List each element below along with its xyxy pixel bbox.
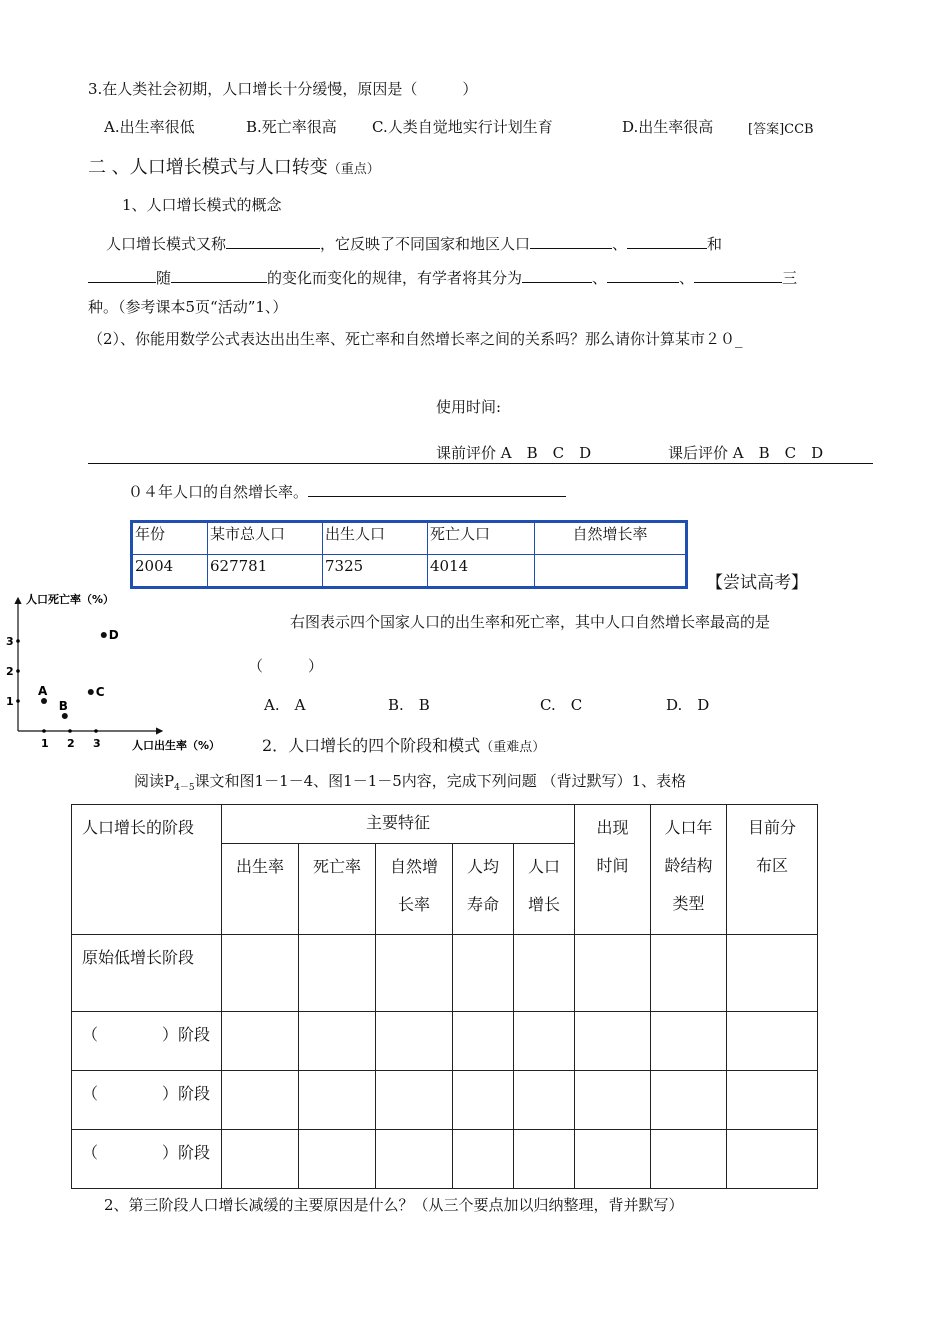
point-label-d: D <box>108 628 119 642</box>
exam-option-d: D. D <box>666 696 710 714</box>
scatter-chart <box>0 588 221 758</box>
city-table-row <box>132 555 687 588</box>
use-time: 使用时间: <box>436 398 502 416</box>
q3-option-c: C.人类自觉地实行计划生育 <box>372 118 553 136</box>
x-tick-label: 3 <box>93 737 101 750</box>
exam-label: 【尝试高考】 <box>706 573 808 593</box>
q2-formula: （2）、你能用数学公式表达出出生率、死亡率和自然增长率之间的关系吗？那么请你计算某市２０_ <box>88 330 743 348</box>
stages-row <box>72 1012 818 1071</box>
section2-sub1: 1、人口增长模式的概念 <box>122 196 282 214</box>
stage-row-label: （ ）阶段 <box>72 1130 222 1189</box>
th-total: 某市总人口 <box>208 522 323 555</box>
page-divider <box>88 463 873 464</box>
th-stage: 人口增长的阶段 <box>72 805 222 935</box>
y-tick-label: 2 <box>6 665 14 678</box>
th-deaths: 死亡人口 <box>428 522 535 555</box>
th-rate: 自然增长率 <box>535 522 687 555</box>
q3-option-d: D.出生率很高 <box>622 118 714 136</box>
y-tick-label: 1 <box>6 695 14 708</box>
td-births: 7325 <box>323 555 428 588</box>
x-tick-mark <box>42 729 46 733</box>
q3-stem: 3.在人类社会初期，人口增长十分缓慢，原因是（ ） <box>88 80 478 98</box>
stage-row-label: （ ）阶段 <box>72 1012 222 1071</box>
th-year: 年份 <box>132 522 208 555</box>
point-label-c: C <box>95 685 105 699</box>
point-label-a: A <box>38 684 48 698</box>
point-label-b: B <box>58 699 68 713</box>
x-tick-label: 2 <box>67 737 75 750</box>
stages-sub2: 2．人口增长的四个阶段和模式（重难点） <box>262 736 546 755</box>
y-tick-label: 3 <box>6 635 14 648</box>
th-births: 出生人口 <box>323 522 428 555</box>
y-tick-mark <box>16 639 20 643</box>
q3-option-a: A.出生率很低 <box>104 118 195 136</box>
stages-row <box>72 1130 818 1189</box>
exam-paren: （ ） <box>248 657 324 675</box>
y-tick-mark <box>16 699 20 703</box>
td-year: 2004 <box>132 555 208 588</box>
q3-answer: [答案]CCB <box>748 122 814 137</box>
y-axis-label: 人口死亡率（%） <box>26 593 115 606</box>
stages-read: 阅读$P_{4-5}$课文和图1－1－4、图1－1－5内容，完成下列问题 （背过默写）1、表格 <box>134 772 687 793</box>
stages-q-last: 2、第三阶段人口增长减缓的主要原因是什么？（从三个要点加以归纳整理，背并默写） <box>104 1196 684 1214</box>
th-population-growth: 人口增长 <box>514 844 575 935</box>
td-total: 627781 <box>208 555 323 588</box>
x-tick-mark <box>94 729 98 733</box>
stage-row-label: 原始低增长阶段 <box>72 935 222 1012</box>
exam-option-c: C. C <box>540 696 583 714</box>
th-time: 出现时间 <box>575 805 651 935</box>
th-age-structure: 人口年龄结构类型 <box>651 805 727 935</box>
para1: 人口增长模式又称 ，它反映了不同国家和地区人口 、 和 <box>106 235 723 253</box>
th-life-expectancy: 人均寿命 <box>453 844 514 935</box>
th-death-rate: 死亡率 <box>299 844 376 935</box>
stages-row <box>72 935 818 1012</box>
section2-title: 二 、人口增长模式与人口转变（重点） <box>88 157 380 178</box>
point-a <box>41 698 47 704</box>
th-main-features: 主要特征 <box>222 805 575 844</box>
pre-eval: 课前评价 A B C D <box>436 444 592 462</box>
q3-option-b: B.死亡率很高 <box>246 118 337 136</box>
th-distribution: 目前分布区 <box>727 805 818 935</box>
city-table <box>130 520 688 589</box>
para2: 随 的变化而变化的规律，有学者将其分为 、 、 三 <box>88 267 797 288</box>
x-axis-label: 人口出生率（%） <box>132 739 221 752</box>
stage-row-label: （ ）阶段 <box>72 1071 222 1130</box>
td-rate[interactable] <box>535 555 687 588</box>
exam-question: 右图表示四个国家人口的出生率和死亡率，其中人口自然增长率最高的是 <box>290 613 771 631</box>
cont-line: ０４年人口的自然增长率。 <box>128 481 566 502</box>
city-table-header <box>132 522 687 555</box>
post-eval: 课后评价 A B C D <box>668 444 824 462</box>
x-tick-label: 1 <box>41 737 49 750</box>
td-deaths: 4014 <box>428 555 535 588</box>
exam-option-a: A. A <box>264 696 306 714</box>
point-d <box>101 632 107 638</box>
para3: 种。（参考课本5页“活动”1、） <box>88 298 288 316</box>
point-c <box>88 689 94 695</box>
th-natural-growth: 自然增长率 <box>376 844 453 935</box>
x-tick-mark <box>68 729 72 733</box>
th-birth-rate: 出生率 <box>222 844 299 935</box>
stages-row <box>72 1071 818 1130</box>
stages-table <box>71 804 818 1189</box>
y-tick-mark <box>16 669 20 673</box>
point-b <box>62 713 68 719</box>
exam-option-b: B. B <box>388 696 430 714</box>
